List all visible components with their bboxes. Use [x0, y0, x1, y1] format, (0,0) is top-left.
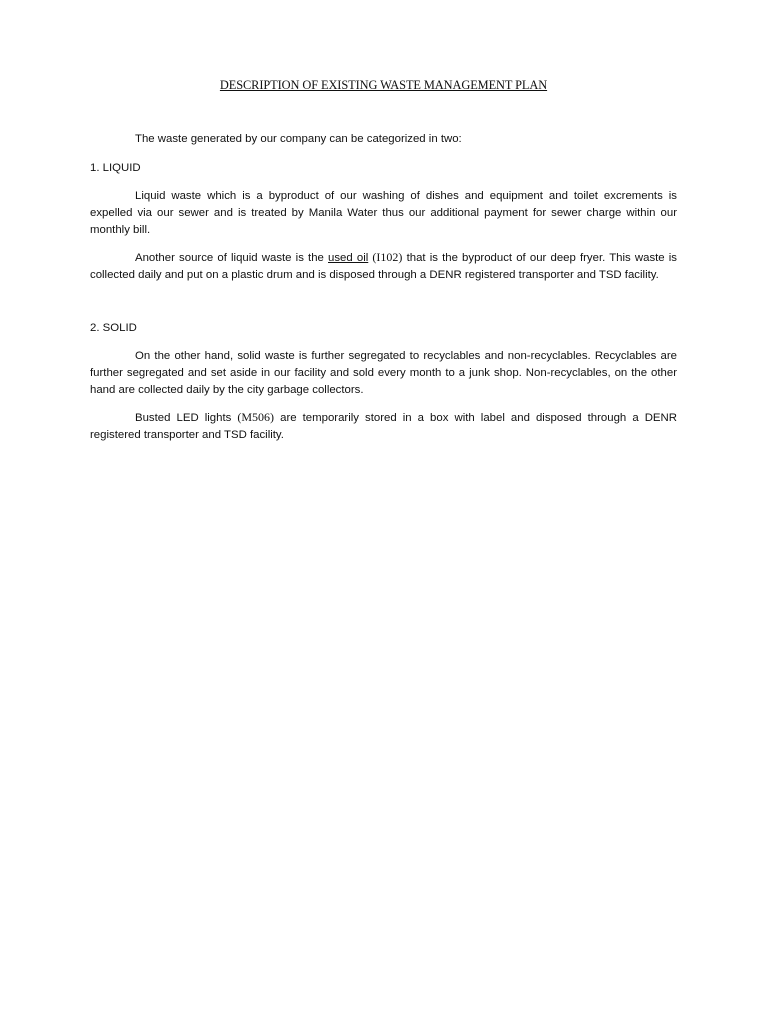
section-heading-solid: 2. SOLID: [90, 322, 137, 334]
liquid-paragraph-1: Liquid waste which is a byproduct of our washing of dishes and equipment and toilet excrements is expelled via our sewer and is treated by Manila Water thus our additional payment for sewer charge within our monthly bill.: [90, 190, 677, 236]
liquid-paragraph-2: [90, 249, 677, 284]
solid-paragraph-2-end: are temporarily stored in a box with label and disposed through a DENR registered transporter and TSD facility.: [90, 412, 677, 441]
document-title: DESCRIPTION OF EXISTING WASTE MANAGEMENT PLAN: [219, 78, 548, 92]
liquid-paragraph-2-start: Another source of liquid waste is the: [135, 252, 329, 264]
used-oil-term: used oil: [328, 252, 369, 264]
intro-paragraph: The waste generated by our company can be categorized in two:: [135, 133, 462, 145]
section-heading-liquid: 1. LIQUID: [90, 162, 141, 174]
waste-code-i102: (I102): [372, 250, 403, 264]
solid-paragraph-2-start: Busted LED lights: [135, 412, 238, 424]
waste-code-m506: (M506): [237, 410, 275, 424]
solid-paragraph-2: [90, 409, 677, 444]
liquid-paragraph-2-end: that is the byproduct of our deep fryer. This waste is collected daily and put on a plastic drum and is disposed through a DENR registered transporter and TSD facility.: [90, 252, 678, 281]
document-page: [90, 78, 677, 454]
solid-paragraph-1: On the other hand, solid waste is further segregated to recyclables and non-recyclables. Recyclables are further segregated and set aside in our facility and sold every month to a junk shop. Non-recyclables, on the other hand are collected daily by the city garbage collectors.: [90, 350, 677, 396]
